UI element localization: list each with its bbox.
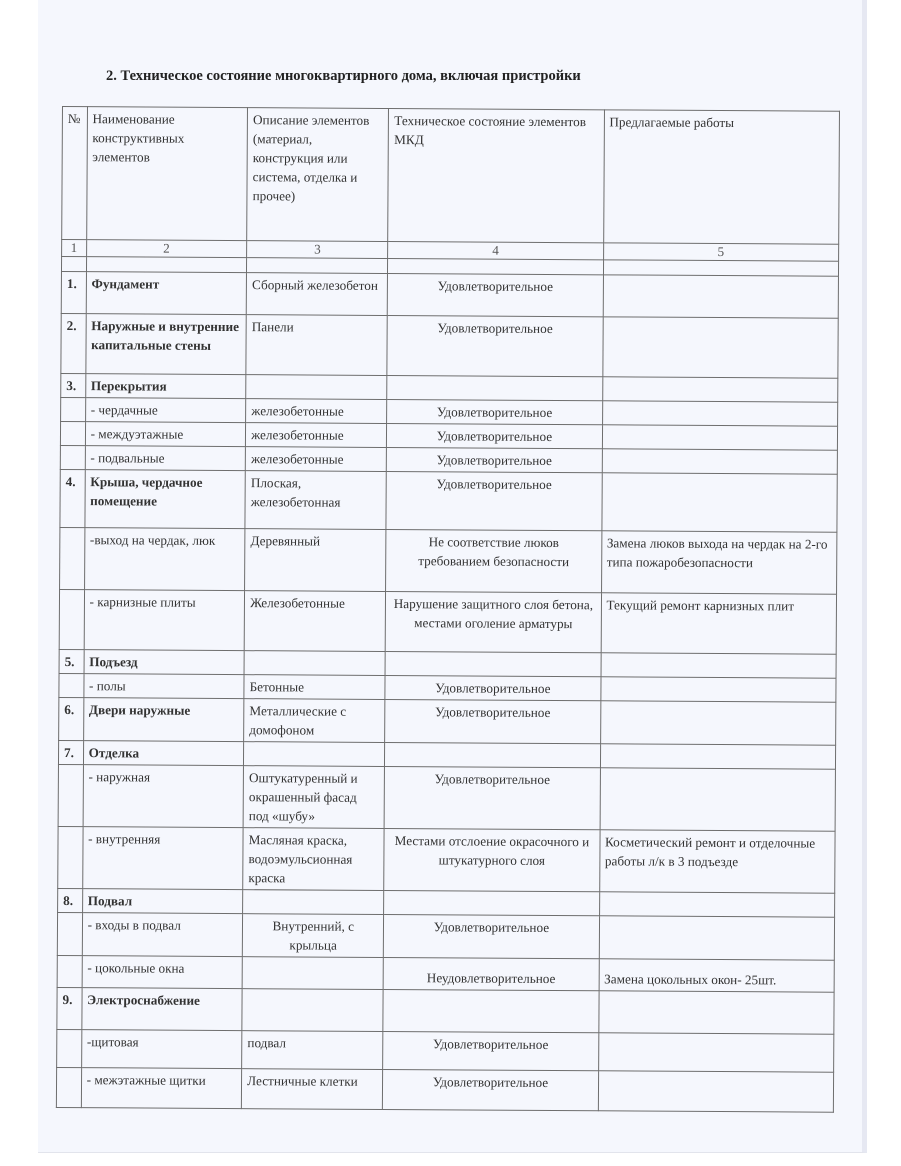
element-condition: Не соответствие люков требованием безопасности xyxy=(386,529,601,592)
proposed-works xyxy=(600,744,836,769)
row-number xyxy=(57,1029,82,1067)
column-number: 4 xyxy=(388,241,603,259)
row-number: 4. xyxy=(60,469,85,527)
row-number xyxy=(57,912,82,955)
element-condition: Удовлетворительное xyxy=(388,273,603,316)
row-number xyxy=(56,1067,81,1107)
element-name: - внутренняя xyxy=(82,827,243,890)
table-row xyxy=(57,955,834,992)
element-name: -щитовая xyxy=(81,1030,242,1069)
element-condition: Удовлетворительное xyxy=(386,471,601,530)
element-name: Фундамент xyxy=(86,272,247,315)
row-number xyxy=(59,589,84,649)
row-number: 3. xyxy=(61,373,86,397)
element-description: железобетонные xyxy=(245,447,386,472)
proposed-works: Замена люков выхода на чердак на 2-го типа пожаробезопасности xyxy=(601,531,837,594)
table-row xyxy=(58,826,835,893)
element-condition: Удовлетворительное xyxy=(387,423,602,448)
column-number: 1 xyxy=(62,240,87,257)
element-condition: Удовлетворительное xyxy=(387,315,602,376)
element-condition: Удовлетворительное xyxy=(387,399,602,424)
element-name: Перекрытия xyxy=(85,374,246,399)
element-name: - полы xyxy=(83,674,244,699)
element-condition: Удовлетворительное xyxy=(383,1031,598,1070)
table-row xyxy=(57,987,834,1034)
table-row xyxy=(61,313,838,378)
element-description xyxy=(243,890,384,915)
row-number xyxy=(60,445,85,469)
table-row xyxy=(58,764,835,831)
row-number xyxy=(60,527,85,589)
element-description: Лестничные клетки xyxy=(242,1069,384,1110)
element-name: Подвал xyxy=(82,889,243,914)
column-number: 3 xyxy=(247,241,388,259)
element-name: Отделка xyxy=(83,741,244,766)
element-condition: Удовлетворительное xyxy=(385,675,600,700)
table-row xyxy=(60,527,837,594)
table-row xyxy=(61,271,838,318)
proposed-works: Замена цокольных окон- 25шт. xyxy=(599,959,835,992)
row-number xyxy=(61,397,86,421)
element-description: Масляная краска, водоэмульсионная краска xyxy=(243,828,385,891)
element-name: - междуэтажные xyxy=(85,422,246,447)
element-description: железобетонные xyxy=(246,423,387,448)
row-number: 5. xyxy=(59,649,84,673)
row-number: 2. xyxy=(61,313,86,373)
proposed-works xyxy=(602,401,838,426)
element-name: - карнизные плиты xyxy=(84,590,245,651)
proposed-works: Косметический ремонт и отделочные работы л/к в 3 подъезде xyxy=(599,830,835,893)
proposed-works xyxy=(603,275,839,318)
header-proposed-works: Предлагаемые работы xyxy=(603,110,839,244)
element-name: Крыша, чердачное помещение xyxy=(85,470,246,529)
proposed-works xyxy=(602,449,838,474)
row-number xyxy=(58,826,83,888)
element-name: - межэтажные щитки xyxy=(81,1068,242,1109)
element-description xyxy=(242,989,384,1032)
row-number xyxy=(59,673,84,697)
element-condition: Местами отслоение окрасочного и штукатурного слоя xyxy=(384,828,599,891)
row-number xyxy=(60,421,85,445)
element-name: Наружные и внутренние капитальные стены xyxy=(85,314,246,375)
element-description xyxy=(242,957,383,990)
technical-condition-table xyxy=(56,106,840,1113)
element-condition: Удовлетворительное xyxy=(385,699,600,743)
row-number xyxy=(57,955,82,987)
row-number xyxy=(58,764,83,826)
proposed-works xyxy=(599,916,835,960)
table-row xyxy=(60,469,837,532)
element-condition: Удовлетворительное xyxy=(384,914,599,958)
element-name: - цокольные окна xyxy=(82,956,243,989)
proposed-works xyxy=(599,892,835,917)
element-name: - наружная xyxy=(83,765,244,828)
proposed-works xyxy=(601,473,837,532)
proposed-works xyxy=(600,677,836,702)
element-condition: Неудовлетворительное xyxy=(384,957,599,990)
element-name: - чердачные xyxy=(85,398,246,423)
element-condition: Удовлетворительное xyxy=(387,447,602,472)
element-description: железобетонные xyxy=(246,399,387,424)
proposed-works xyxy=(598,991,834,1034)
element-condition: Нарушение защитного слоя бетона, местами оголение арматуры xyxy=(386,591,601,652)
row-number: 8. xyxy=(58,888,83,912)
table-header-row xyxy=(62,107,840,245)
element-description: Бетонные xyxy=(244,675,385,700)
table-row xyxy=(56,1067,833,1112)
table-row xyxy=(57,912,834,960)
row-number: 7. xyxy=(58,740,83,764)
proposed-works xyxy=(598,1033,834,1072)
proposed-works xyxy=(600,768,836,831)
proposed-works xyxy=(602,377,838,402)
proposed-works xyxy=(600,701,836,745)
element-condition xyxy=(387,375,602,400)
element-name: Электроснабжение xyxy=(81,988,242,1031)
section-title: 2. Техническое состояние многоквартирного дома, включая пристройки xyxy=(106,68,581,84)
element-description: Плоская, железобетонная xyxy=(245,471,387,530)
proposed-works xyxy=(602,317,838,378)
element-description: Сборный железобетон xyxy=(246,273,388,316)
element-name: -выход на чердак, люк xyxy=(84,528,245,591)
element-description xyxy=(244,651,385,676)
element-description xyxy=(246,375,387,400)
element-condition: Удовлетворительное xyxy=(383,1069,598,1110)
header-element-name: Наименование конструктивных элементов xyxy=(86,107,247,241)
element-name: Подъезд xyxy=(84,650,245,675)
element-condition xyxy=(385,651,600,676)
element-description: Металлические с домофоном xyxy=(244,699,386,743)
header-condition: Техническое состояние элементов МКД xyxy=(388,108,604,242)
element-description: Внутренний, с крыльца xyxy=(242,914,384,958)
table-row xyxy=(57,1029,834,1072)
element-description: Панели xyxy=(246,315,388,376)
row-number: 6. xyxy=(59,697,84,740)
element-condition xyxy=(383,989,598,1032)
table-row xyxy=(59,589,836,654)
element-name: - подвальные xyxy=(85,446,246,471)
proposed-works xyxy=(601,653,837,678)
element-description: Деревянный xyxy=(245,529,387,592)
table-row xyxy=(59,697,836,745)
element-condition: Удовлетворительное xyxy=(384,766,599,829)
header-number: № xyxy=(62,107,87,240)
element-condition xyxy=(384,890,599,915)
element-condition xyxy=(385,742,600,767)
header-description: Описание элементов (материал, конструкция или система, отделка и прочее) xyxy=(247,108,389,242)
row-number: 9. xyxy=(57,987,82,1029)
element-description: Железобетонные xyxy=(244,591,386,652)
element-description: Оштукатуренный и окрашенный фасад под «шубу» xyxy=(243,766,385,829)
row-number: 1. xyxy=(61,271,86,313)
proposed-works: Текущий ремонт карнизных плит xyxy=(601,593,837,654)
proposed-works xyxy=(598,1071,834,1112)
element-name: Двери наружные xyxy=(83,698,244,742)
column-number: 2 xyxy=(86,240,247,258)
column-number: 5 xyxy=(603,243,839,261)
proposed-works xyxy=(602,425,838,450)
element-description xyxy=(244,742,385,767)
element-description: подвал xyxy=(242,1031,383,1070)
element-name: - входы в подвал xyxy=(82,913,243,957)
